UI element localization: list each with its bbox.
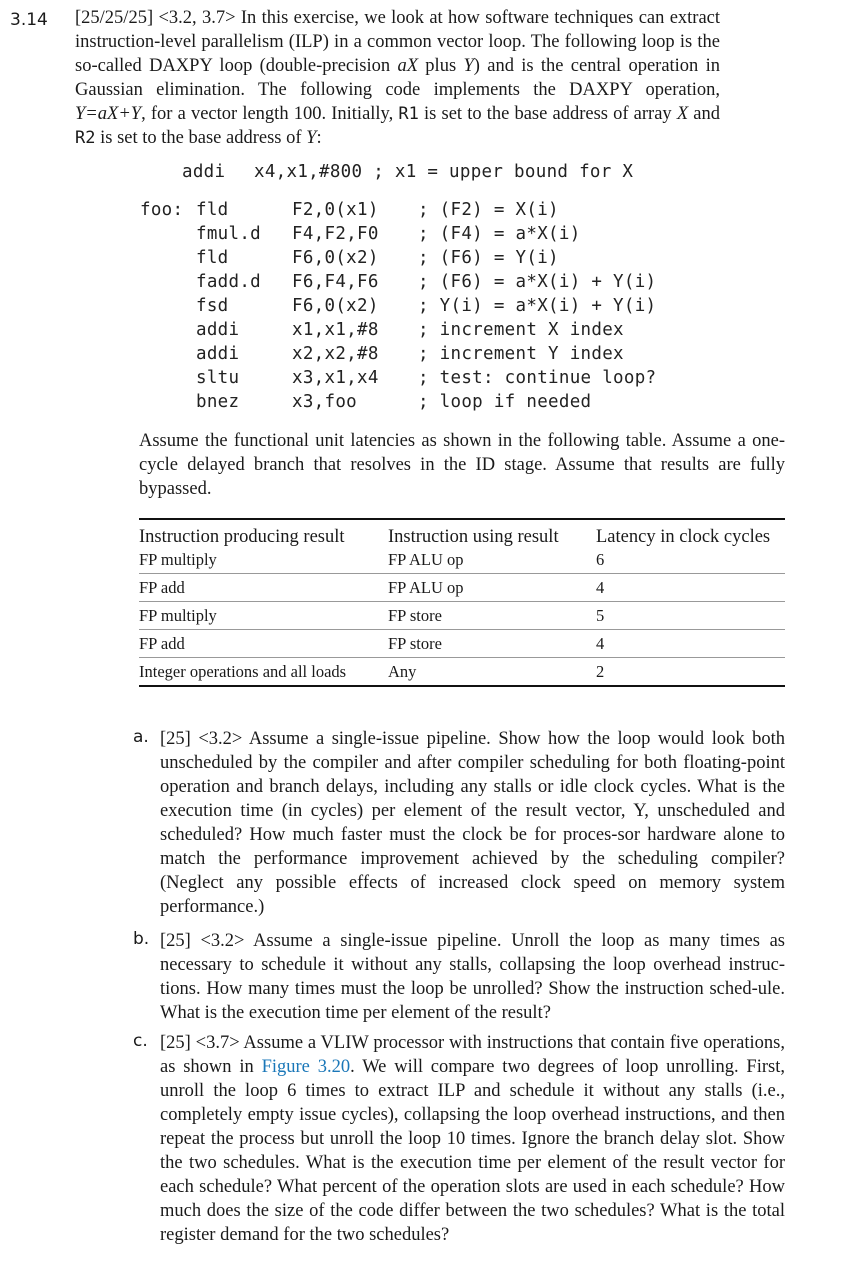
code-comment: ; (F6) = a*X(i) + Y(i) [418,272,657,292]
code-args: x3,foo [292,392,358,412]
code-op: bnez [196,392,240,412]
question-label: c. [133,1031,148,1051]
table-cell: FP multiply [139,606,217,625]
code-op: fld [196,200,229,220]
code-op: addi [196,320,240,340]
intro-text: In this exercise, we look at how software techniques can extract instruction-level parallelism (ILP) in a common vector loop. The following loop is the so-called DAXPY loop (double-precision [75,8,721,76]
code-op: fmul.d [196,224,262,244]
code-comment: ; test: continue loop? [418,368,657,388]
table-header-producer: Instruction producing result [139,527,345,547]
code-comment: ; loop if needed [418,392,592,412]
table-cell: Any [388,662,417,681]
question-label: b. [133,929,150,949]
figure-link[interactable]: Figure 3.20 [261,1057,351,1077]
intro-text: ) and is the central operation in Gaussian elimination. The following code implements the DAXPY operation, [75,56,721,100]
table-cell: 4 [596,578,605,597]
intro-ax: aX [397,56,418,76]
code-args: F6,0(x2) [292,296,379,316]
code-label: foo: [140,200,184,220]
code-op: addi [196,344,240,364]
table-cell: Integer operations and all loads [139,662,347,681]
code-comment: ; increment X index [418,320,624,340]
code-line [140,296,740,320]
intro-text: plus [418,56,464,76]
table-row-divider [139,629,785,630]
code-args: x3,x1,x4 [292,368,379,388]
table-cell: FP store [388,606,442,625]
question-label: a. [133,727,149,747]
code-op: fsd [196,296,229,316]
table-cell: 5 [596,606,605,625]
intro-y: Y [463,56,474,76]
table-row-divider [139,657,785,658]
intro-y: Y [306,128,317,148]
table-top-rule [139,518,785,520]
intro-text: is set to the base address of array [418,104,677,124]
assumptions-paragraph: Assume the functional unit latencies as shown in the following table. Assume a one-cycle delayed branch that resolves in the ID stage. Assume that results are fully bypassed. [139,431,785,499]
setup-op: addi [182,162,226,182]
table-cell: FP add [139,578,185,597]
setup-args: x4,x1,#800 ; x1 = upper bound for X [254,162,634,182]
intro-text: , for a vector length 100. Initially, [141,104,399,124]
table-cell: FP ALU op [388,550,464,569]
table-row-divider [139,601,785,602]
code-args: F6,0(x2) [292,248,379,268]
question-text: [25] <3.2> Assume a single-issue pipeline. Unroll the loop as many times as necessary to schedule it without any stalls, collapsing the loop overhead instruc-tions. How many times must the loop be unrolled? Show the instruction sched-ule. What is the execution time per element of the result? [160,931,785,1023]
table-bottom-rule [139,685,785,687]
code-args: x2,x2,#8 [292,344,379,364]
question-text: [25] <3.2> Assume a single-issue pipeline. Show how the loop would look both unscheduled by the compiler and after compiler scheduling for both floating-point operation and branch delays, including any stalls or idle clock cycles. What is the execution time (in cycles) per element of the result vector, Y, unscheduled and scheduled? How much faster must the clock be for proces-sor hardware alone to match the performance improvement achieved by the scheduling compiler? (Neglect any possible effects of increased clock speed on memory system performance.) [160,729,785,917]
table-header-latency: Latency in clock cycles [596,527,771,547]
intro-text: is set to the base address of [95,128,307,148]
intro-text: and [688,104,720,124]
code-op: fadd.d [196,272,262,292]
code-line [140,248,740,272]
table-cell: 4 [596,634,605,653]
table-cell: FP add [139,634,185,653]
intro-equation: Y=aX+Y [75,104,142,124]
question-text-part: [25] <3.7> Assume a VLIW processor with instructions that contain five operations, as shown in [160,1033,785,1077]
table-cell: FP ALU op [388,578,464,597]
setup-code-line [182,162,634,182]
question-text [160,1031,785,1247]
code-op: fld [196,248,229,268]
code-args: F2,0(x1) [292,200,379,220]
table-cell: FP store [388,634,442,653]
code-comment: ; (F6) = Y(i) [418,248,559,268]
register-r1: R1 [398,104,419,124]
table-row-divider [139,573,785,574]
table-header-consumer: Instruction using result [388,527,559,547]
intro-text: : [316,128,322,148]
exercise-intro [75,6,720,150]
code-comment: ; (F4) = a*X(i) [418,224,581,244]
table-cell: 6 [596,550,605,569]
code-line [140,392,740,416]
exercise-sections: <3.2, 3.7> [158,8,236,28]
code-op: sltu [196,368,240,388]
table-cell: FP multiply [139,550,217,569]
question-text-part: . We will compare two degrees of loop unrolling. First, unroll the loop 6 times to extract ILP and schedule it without any stalls (i.e., completely empty issue cycles), collapsing the loop overhead instructions, and then repeat the process but unroll the loop 10 times. Ignore the branch delay slot. Show the two schedules. What is the execution time per element of the result vector for each schedule? What percent of the operation slots are used in each schedule? How much does the size of the code differ between the two schedules? What is the total register demand for the two schedules? [160,1057,785,1245]
code-line [140,368,740,392]
intro-x: X [676,104,689,124]
register-r2: R2 [75,128,96,148]
code-line [140,224,740,248]
exercise-number: 3.14 [10,10,48,30]
code-args: F6,F4,F6 [292,272,379,292]
code-comment: ; (F2) = X(i) [418,200,559,220]
code-line [140,272,740,296]
code-comment: ; Y(i) = a*X(i) + Y(i) [418,296,657,316]
table-cell: 2 [596,662,605,681]
code-line [140,344,740,368]
code-args: x1,x1,#8 [292,320,379,340]
code-args: F4,F2,F0 [292,224,379,244]
code-line [140,320,740,344]
code-line [140,200,740,224]
exercise-points: [25/25/25] [75,8,154,28]
code-comment: ; increment Y index [418,344,624,364]
